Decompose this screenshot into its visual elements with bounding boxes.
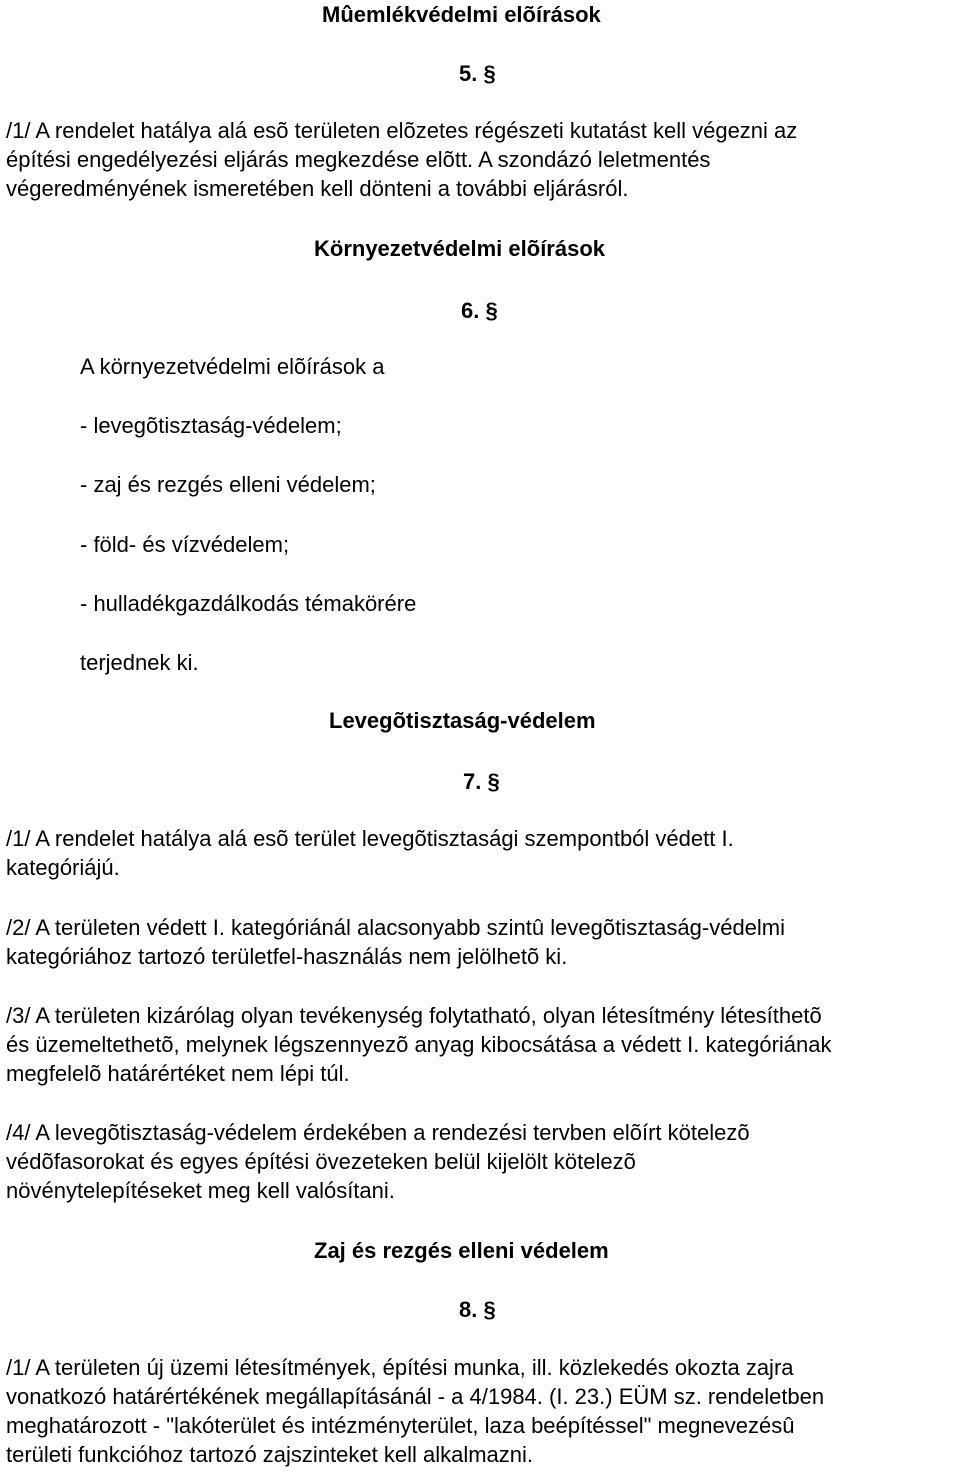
text-line: megfelelõ határértéket nem lépi túl. — [6, 1061, 350, 1086]
text-line: és üzemeltethetõ, melynek légszennyezõ anyag kibocsátása a védett I. kategóriának — [6, 1032, 832, 1057]
section-7-paragraph-2 — [6, 913, 785, 971]
text-line: területi funkcióhoz tartozó zajszinteket kell alkalmazni. — [6, 1442, 534, 1467]
section-6-item: - föld- és vízvédelem; — [80, 532, 290, 557]
section-5-heading: Mûemlékvédelmi elõírások — [322, 2, 601, 27]
text-line: kategóriához tartozó területfel-használás nem jelölhetõ ki. — [6, 944, 568, 969]
text-line: építési engedélyezési eljárás megkezdése elõtt. A szondázó leletmentés — [6, 147, 711, 172]
text-line: /4/ A levegõtisztaság-védelem érdekében a rendezési tervben elõírt kötelezõ — [6, 1120, 750, 1145]
text-line: végeredményének ismeretében kell dönteni a további eljárásról. — [6, 176, 629, 201]
section-6-outro: terjednek ki. — [80, 650, 199, 675]
text-line: /3/ A területen kizárólag olyan tevékenység folytatható, olyan létesítmény létesíthetõ — [6, 1003, 822, 1028]
text-line: védõfasorokat és egyes építési övezeteken belül kijelölt kötelezõ — [6, 1149, 636, 1174]
section-7-paragraph-4 — [6, 1118, 750, 1205]
section-5-number: 5. § — [459, 61, 496, 86]
section-6-intro: A környezetvédelmi elõírások a — [80, 354, 385, 379]
section-8-paragraph-1 — [6, 1353, 824, 1469]
section-5-paragraph-1 — [6, 116, 797, 203]
section-6-number: 6. § — [461, 298, 498, 323]
text-line: vonatkozó határértékének megállapításánál - a 4/1984. (I. 23.) EÜM sz. rendeletben — [6, 1384, 825, 1409]
text-line: meghatározott - "lakóterület és intézményterület, laza beépítéssel" megnevezésû — [6, 1413, 795, 1438]
section-6-item: - zaj és rezgés elleni védelem; — [80, 472, 376, 497]
section-7-number: 7. § — [463, 769, 500, 794]
section-8-heading: Zaj és rezgés elleni védelem — [314, 1238, 609, 1263]
section-8-number: 8. § — [459, 1297, 496, 1322]
section-6-heading: Környezetvédelmi elõírások — [314, 236, 606, 261]
text-line: kategóriájú. — [6, 855, 120, 880]
section-7-paragraph-3 — [6, 1001, 832, 1088]
section-7-paragraph-1 — [6, 824, 734, 882]
text-line: /1/ A rendelet hatálya alá esõ terület levegõtisztasági szempontból védett I. — [6, 826, 734, 851]
section-6-item: - hulladékgazdálkodás témakörére — [80, 591, 417, 616]
text-line: /2/ A területen védett I. kategóriánál alacsonyabb szintû levegõtisztaság-védelmi — [6, 915, 786, 940]
text-line: /1/ A rendelet hatálya alá esõ területen elõzetes régészeti kutatást kell végezni az — [6, 118, 798, 143]
text-line: /1/ A területen új üzemi létesítmények, építési munka, ill. közlekedés okozta zajra — [6, 1355, 794, 1380]
text-line: növénytelepítéseket meg kell valósítani. — [6, 1178, 395, 1203]
section-6-item: - levegõtisztaság-védelem; — [80, 413, 342, 438]
section-7-heading: Levegõtisztaság-védelem — [329, 708, 596, 733]
